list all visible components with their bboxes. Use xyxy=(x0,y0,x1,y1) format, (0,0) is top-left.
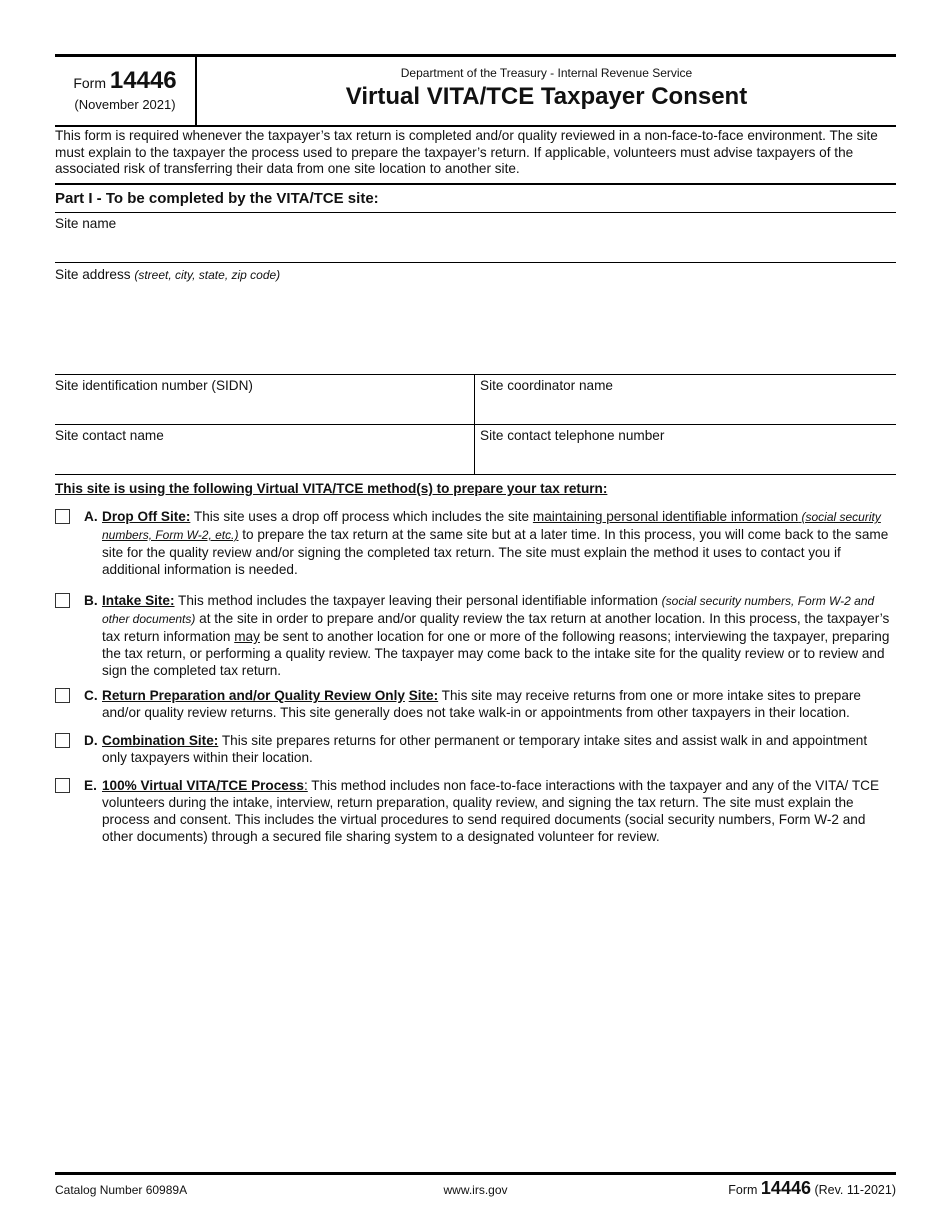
coordinator-field[interactable] xyxy=(474,375,897,424)
contact-phone-field[interactable] xyxy=(474,425,897,474)
method-d-letter: D. xyxy=(84,733,98,748)
intro-paragraph: This form is required whenever the taxpayer’s tax return is completed and/or quality reviewed in a non-face-to-face environment. The site must explain to the taxpayer the process used to prepare the taxpayer’s return. If applicable, volunteers must advise taxpayers of the associated risk of transferring their data from one site location to another site. xyxy=(55,128,878,176)
method-c-letter: C. xyxy=(84,688,98,703)
site-address-label: Site address xyxy=(55,267,131,282)
website-link[interactable]: www.irs.gov xyxy=(443,1183,508,1197)
site-name-field[interactable] xyxy=(55,212,896,263)
revision-date: (Rev. 11-2021) xyxy=(814,1183,896,1197)
method-d-title: Combination Site: xyxy=(102,733,219,748)
method-b-title: Intake Site: xyxy=(102,593,175,608)
method-e-title: 100% Virtual VITA/TCE Process xyxy=(102,778,304,793)
sidn-field[interactable] xyxy=(55,375,474,424)
form-word: Form xyxy=(73,75,107,91)
method-d-checkbox[interactable] xyxy=(55,733,70,748)
site-address-hint: (street, city, state, zip code) xyxy=(134,268,281,282)
method-a-letter: A. xyxy=(84,509,98,524)
form-footer: Catalog Number 60989A www.irs.gov Form 14446 (Rev. 11-2021) xyxy=(55,1172,896,1205)
title-block xyxy=(197,57,896,125)
catalog-number: Catalog Number 60989A xyxy=(55,1183,188,1197)
method-a-title: Drop Off Site: xyxy=(102,509,191,524)
sidn-label: Site identification number (SIDN) xyxy=(55,378,253,393)
form-id-box xyxy=(55,57,197,125)
part1-heading: Part I - To be completed by the VITA/TCE site: xyxy=(55,183,896,213)
method-a-checkbox[interactable] xyxy=(55,509,70,524)
contact-phone-label: Site contact telephone number xyxy=(480,428,665,443)
department-name: Department of the Treasury - Internal Revenue Service xyxy=(400,66,693,80)
form-header xyxy=(55,54,896,127)
footer-form-number: 14446 xyxy=(760,1178,811,1198)
method-b-letter: B. xyxy=(84,593,98,608)
form-number: 14446 xyxy=(109,67,177,94)
coordinator-label: Site coordinator name xyxy=(480,378,613,393)
contact-name-label: Site contact name xyxy=(55,428,164,443)
site-address-field[interactable] xyxy=(55,263,896,375)
method-e-checkbox[interactable] xyxy=(55,778,70,793)
method-c-checkbox[interactable] xyxy=(55,688,70,703)
contact-row xyxy=(55,425,896,475)
method-b-checkbox[interactable] xyxy=(55,593,70,608)
method-c-title: Return Preparation and/or Quality Review Only xyxy=(102,688,405,703)
form-title: Virtual VITA/TCE Taxpayer Consent xyxy=(345,83,748,110)
methods-heading: This site is using the following Virtual VITA/TCE method(s) to prepare your tax return: xyxy=(55,481,608,496)
form-date: (November 2021) xyxy=(74,97,176,112)
method-e-letter: E. xyxy=(84,778,97,793)
contact-name-field[interactable] xyxy=(55,425,474,474)
site-name-label: Site name xyxy=(55,216,117,231)
sidn-coordinator-row xyxy=(55,375,896,425)
